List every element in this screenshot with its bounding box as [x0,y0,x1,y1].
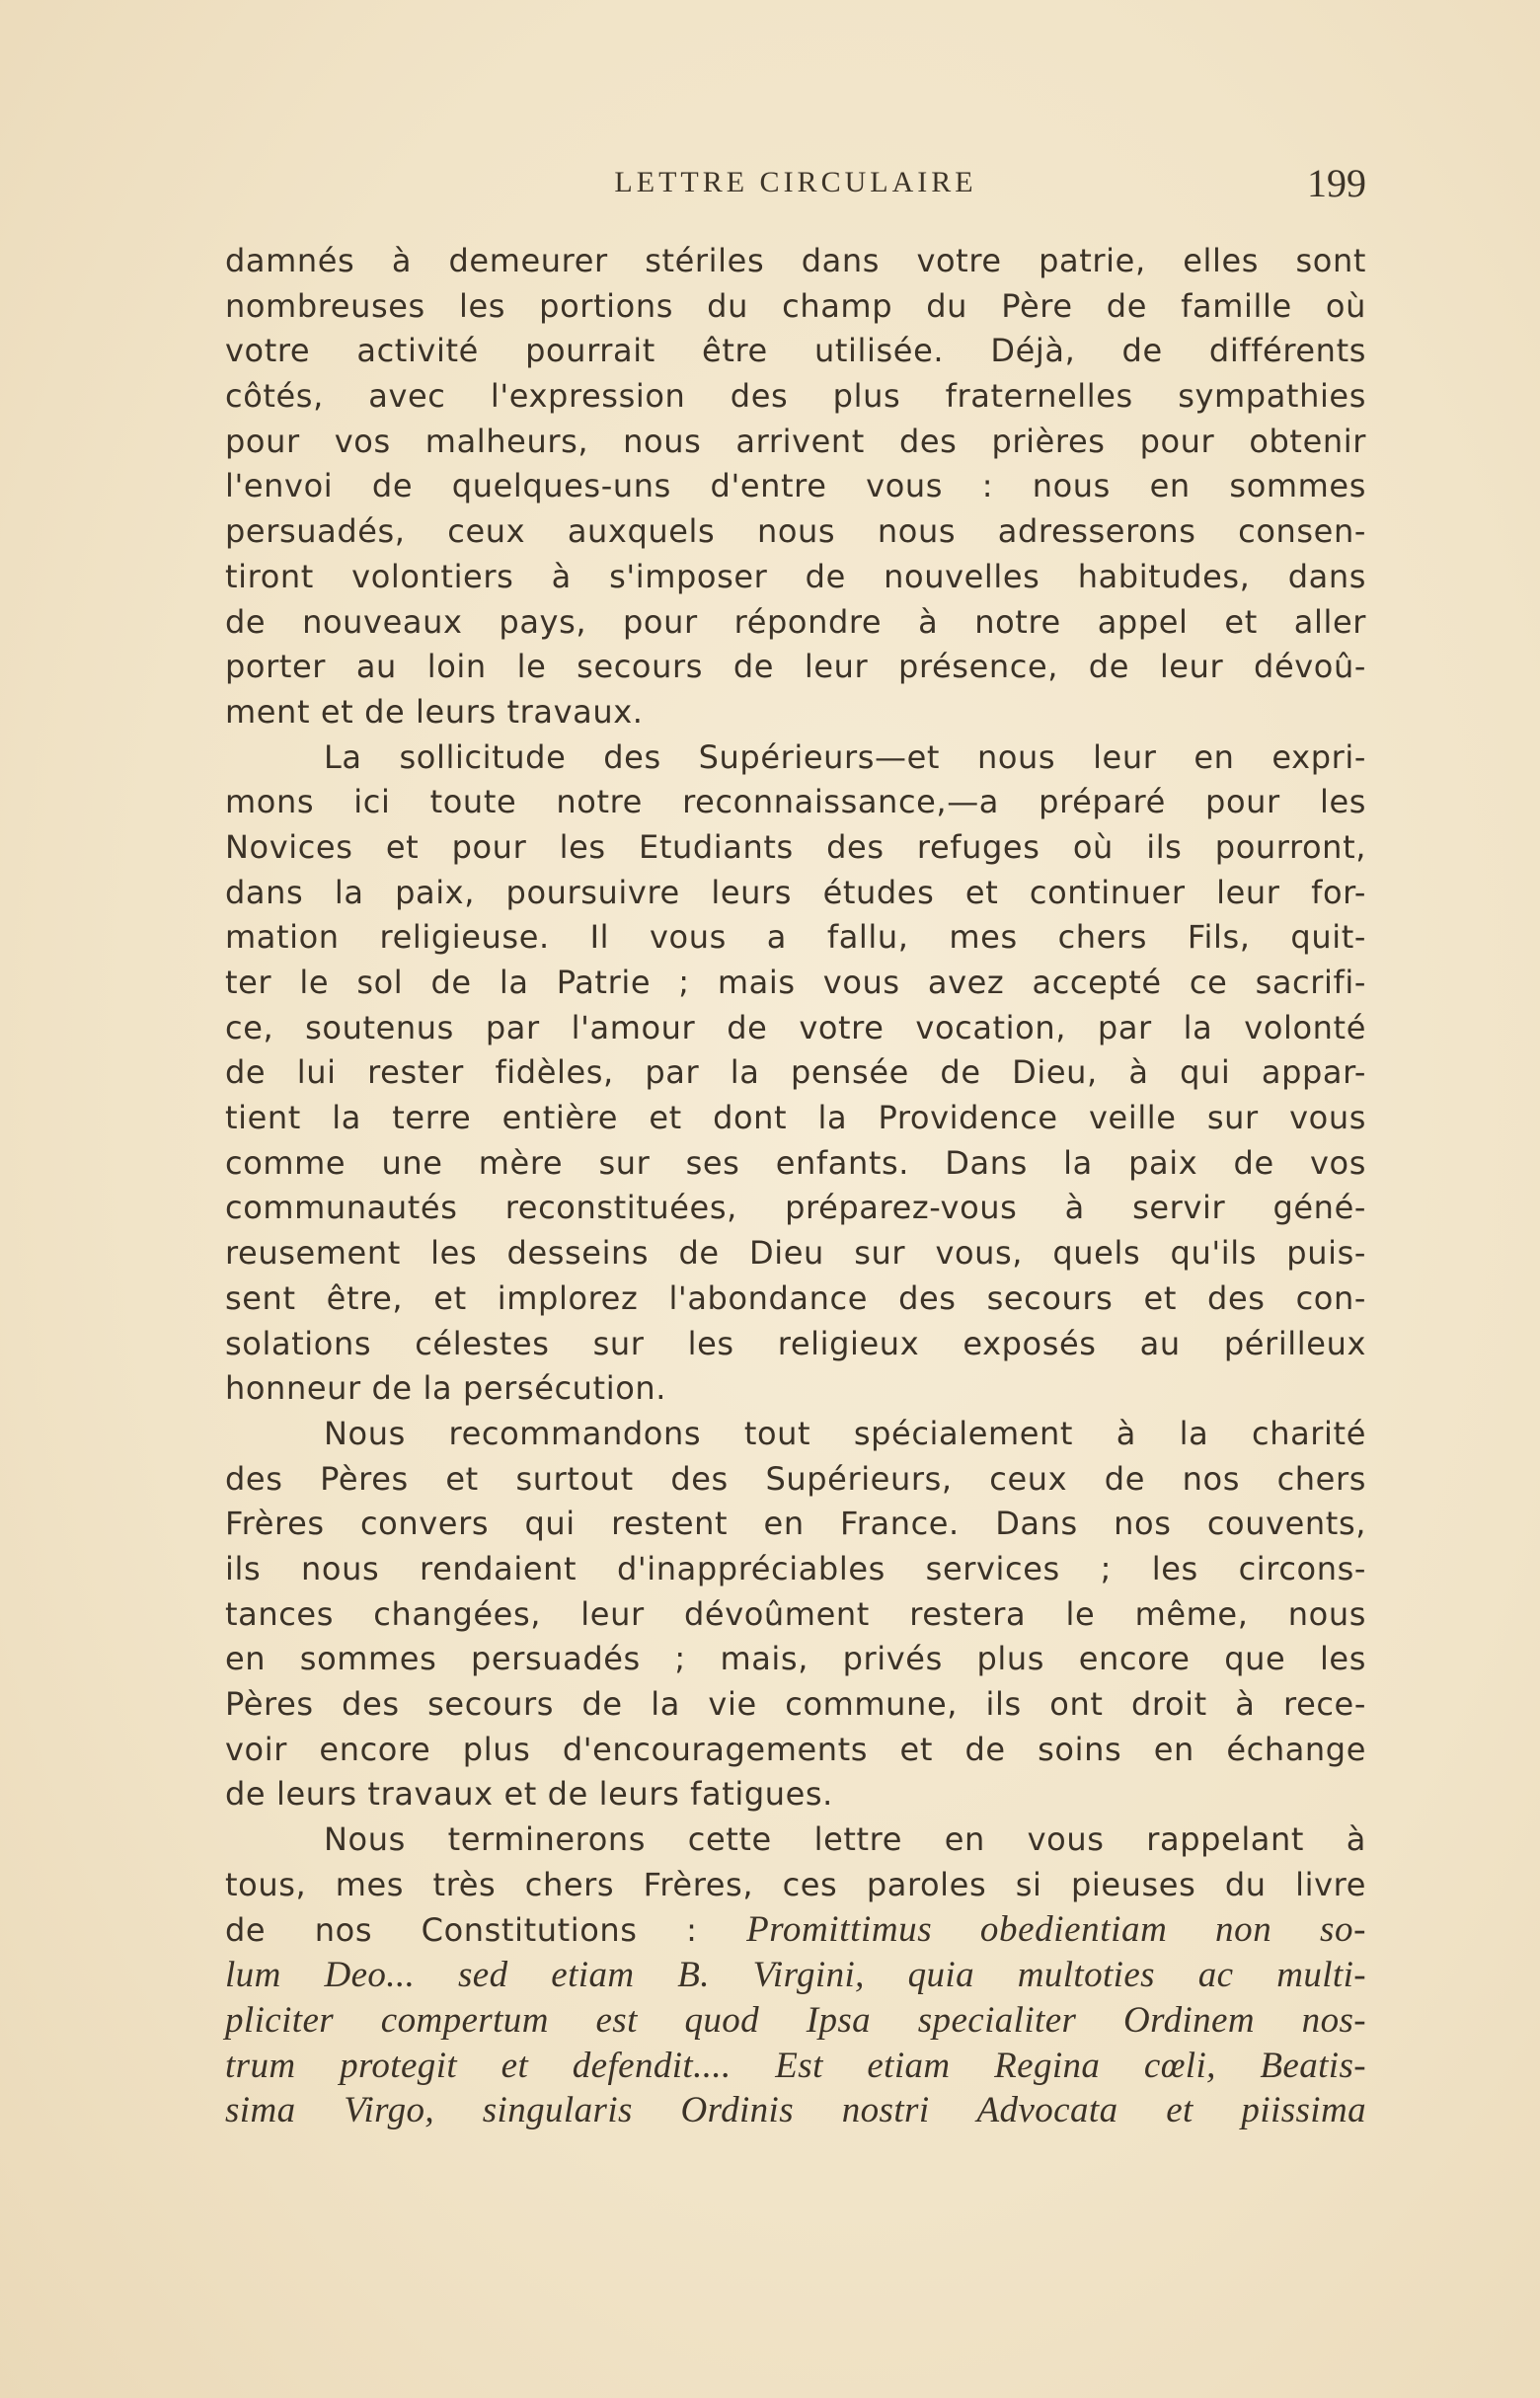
text-line: voir encore plus d'encouragements et de soins en échange [225,1730,1366,1768]
text-line: persuadés, ceux auxquels nous nous adresserons consen- [225,512,1366,551]
text-line-paragraph-start: Nous recommandons tout spécialement à la charité [324,1414,1366,1452]
text-roman: de nos Constitutions : [225,1911,747,1950]
text-line: dans la paix, poursuivre leurs études et continuer leur for- [225,873,1366,911]
text-line: Frères convers qui restent en France. Dans nos couvents, [225,1505,1366,1543]
text-line: Novices et pour les Etudiants des refuges où ils pourront, [225,827,1366,866]
text-line: solations célestes sur les religieux exposés au périlleux [225,1324,1366,1362]
text-line: mation religieuse. Il vous a fallu, mes chers Fils, quit- [225,918,1366,957]
text-line: mons ici toute notre reconnaissance,—a préparé pour les [225,783,1366,821]
text-line: sent être, et implorez l'abondance des secours et des con- [225,1278,1366,1317]
text-line: Pères des secours de la vie commune, ils ont droit à rece- [225,1685,1366,1723]
text-line: tances changées, leur dévoûment restera le même, nous [225,1594,1366,1633]
text-line: ter le sol de la Patrie ; mais vous avez accepté ce sacrifi- [225,964,1366,1001]
text-line-paragraph-end: ment et de leurs travaux. [225,692,644,731]
running-title: LETTRE CIRCULAIRE [614,166,977,198]
latin-quotation-line: sima Virgo, singularis Ordinis nostri Advocata et piissima [225,2090,1366,2131]
text-line: tiront volontiers à s'imposer de nouvelles habitudes, dans [225,557,1366,595]
text-line: ils nous rendaient d'inappréciables services ; les circons- [225,1549,1366,1587]
text-line: de lui rester fidèles, par la pensée de Dieu, à qui appar- [225,1053,1366,1092]
text-line: tous, mes très chers Frères, ces paroles si pieuses du livre [225,1865,1366,1903]
text-line-paragraph-start: La sollicitude des Supérieurs—et nous leur en expri- [324,737,1366,776]
text-line-paragraph-start: Nous terminerons cette lettre en vous rappelant à [324,1820,1366,1859]
text-line: pour vos malheurs, nous arrivent des prières pour obtenir [225,422,1366,460]
text-line: l'envoi de quelques-uns d'entre vous : nous en sommes [225,467,1366,505]
text-line: communautés reconstituées, préparez-vous à servir géné- [225,1189,1366,1227]
text-line: nombreuses les portions du champ du Père de famille où [225,286,1366,325]
text-line: des Pères et surtout des Supérieurs, ceux de nos chers [225,1459,1366,1498]
latin-quotation-line: pliciter compertum est quod Ipsa specialiter Ordinem nos- [225,1999,1366,2041]
page-header [225,161,1366,215]
text-line: porter au loin le secours de leur présence, de leur dévoû- [225,648,1366,686]
text-line-paragraph-end: honneur de la persécution. [225,1369,667,1408]
latin-quotation-line: lum Deo... sed etiam B. Virgini, quia multoties ac multi- [225,1955,1366,1996]
latin-quotation-start: Promittimus obedientiam non so- [746,1909,1366,1951]
text-line: comme une mère sur ses enfants. Dans la paix de vos [225,1143,1366,1182]
text-line: reusement les desseins de Dieu sur vous, quels qu'ils puis- [225,1234,1366,1273]
text-line: votre activité pourrait être utilisée. Déjà, de différents [225,332,1366,370]
page-number: 199 [1307,161,1366,205]
text-line: de nouveaux pays, pour répondre à notre appel et aller [225,602,1366,641]
latin-quotation-line: trum protegit et defendit.... Est etiam Regina cœli, Beatis- [225,2045,1366,2086]
text-line: côtés, avec l'expression des plus fraternelles sympathies [225,377,1366,416]
body-text [225,239,1366,2133]
text-line-paragraph-end: de leurs travaux et de leurs fatigues. [225,1775,833,1814]
text-line: tient la terre entière et dont la Providence veille sur vous [225,1099,1366,1137]
text-line: ce, soutenus par l'amour de votre vocation, par la volonté [225,1008,1366,1046]
text-line: damnés à demeurer stériles dans votre patrie, elles sont [225,242,1366,279]
text-line: en sommes persuadés ; mais, privés plus encore que les [225,1640,1366,1678]
text-line-mixed [225,1907,1366,1953]
